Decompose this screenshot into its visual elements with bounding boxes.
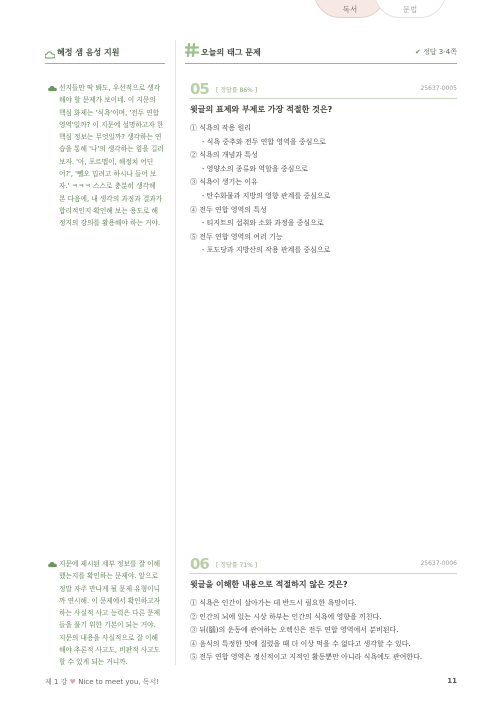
option-4[interactable]: ④ 음식의 특정한 맛에 질렸을 때 더 이상 먹을 수 없다고 생각할 수 있다. [190,639,411,648]
option-1-detail: - 식욕 중추와 전두 연합 영역을 중심으로 [202,137,326,146]
voice-support-title: 혜정 샘 음성 지원 [57,48,120,57]
question-number: 05 [190,80,209,98]
answer-page-label: 정답 3-4쪽 [423,48,457,56]
question-number: 06 [190,555,209,573]
option-1[interactable]: ① 식욕의 작용 원리 [190,124,252,132]
chapter-label: 제 1 강 [45,678,68,686]
hash-icon [185,42,199,61]
page-number: 11 [447,677,457,685]
options-list [190,122,457,258]
question-rule [190,573,457,574]
check-circle-icon: ✔ [414,48,421,56]
question-05 [190,80,457,260]
option-5-detail: - 포도당과 지방산의 작용 관계를 중심으로 [202,246,331,255]
tab-reading[interactable]: 독서 [314,0,386,18]
options-list [190,597,457,665]
answer-page-ref [415,47,457,57]
question-text: 윗글을 이해한 내용으로 적절하지 않은 것은? [190,580,348,589]
todays-tag-header [185,42,457,62]
question-text: 윗글의 표제와 부제로 가장 적절한 것은? [190,105,333,114]
cloud-icon [48,560,57,572]
option-1[interactable]: ① 식욕은 인간이 살아가는 데 반드시 필요한 욕망이다. [190,599,357,607]
question-06 [190,555,457,665]
cloud-icon [45,44,55,63]
teacher-note-text: 지문에 제시된 세부 정보를 잘 이해했는지를 확인하는 문제야. 앞으로 정말 자주 만나게 될 문제 유형이니까 연시해. 이 문제에서 확인하고자 하는 사실적 사고 능력은 다른 문제들을 풀기 위한 기본이 되는 거야. 지문의 내용을 사실적으로 잘 이해해야 추론적 사고도, 비판적 사고도 할 수 있게 되는 거니까. [59,560,161,667]
teacher-note-1 [48,82,164,230]
column-divider [175,40,176,665]
page-footer [45,677,457,687]
correct-rate: [ 정답률 86% ] [216,87,258,94]
question-rule [190,98,457,99]
teacher-note-text: 선지들만 딱 봐도, 우선적으로 생각해야 할 문제가 보이네. 이 지문의 핵심 화제는 '식욕'이며, '전두 연합 영역'일까? 이 지문에 설명하고자 한 핵심 정보는 무엇일까? 생각하는 연습을 통해 '나'의 생각하는 힘을 길러 보자. '아, 포르맵이, 해정치 어딘어?', '뺄오 밉려고 하시나 들어 보자.' ㅋㅋㅋ 스스로 충분히 생각해 본 다음에, 내 생각의 과정과 결과가 합리적인지 확인해 보는 용도로 해정지의 강의를 활용해야 하는 거야. [59,84,164,228]
right-header-rule [185,63,457,64]
option-2[interactable]: ② 인간의 뇌에 있는 시상 하부는 인간의 식욕에 영향을 끼친다. [190,612,382,621]
question-code: 25637-0005 [420,85,457,92]
top-tabs [314,0,464,22]
option-3-detail: - 탄수화물과 지방의 영향 관계를 중심으로 [202,191,331,200]
option-4-detail: - 티지트의 섭취와 소화 과정을 중심으로 [202,219,324,228]
option-3[interactable]: ③ 식욕이 생기는 이유 [190,178,258,187]
tab-grammar[interactable]: 문법 [374,0,446,18]
option-5[interactable]: ⑤ 전두 연합 영역의 여러 기능 [190,232,283,241]
todays-tag-title: 오늘의 태그 문제 [201,48,261,57]
option-5[interactable]: ⑤ 전두 연합 영역은 정신적이고 지적인 활동뿐만 아니라 식욕에도 관여한다. [190,653,423,662]
option-2-detail: - 영양소의 종류와 역할을 중심으로 [202,164,308,173]
chapter-title: Nice to meet you, 독서! [78,678,160,686]
teacher-note-2 [48,558,164,669]
option-4[interactable]: ④ 전두 연합 영역의 특성 [190,205,267,214]
question-code: 25637-0006 [420,560,457,567]
voice-support-header [45,42,165,62]
correct-rate: [ 정답률 71% ] [216,562,258,569]
heart-icon: ♥ [69,678,76,686]
option-2[interactable]: ② 식욕의 개념과 특성 [190,151,258,160]
left-header-rule [45,63,165,64]
option-3[interactable]: ③ 뒤(腦)의 운동에 관여하는 오렉신은 전두 연합 영역에서 분비된다. [190,626,399,635]
cloud-icon [48,84,57,96]
